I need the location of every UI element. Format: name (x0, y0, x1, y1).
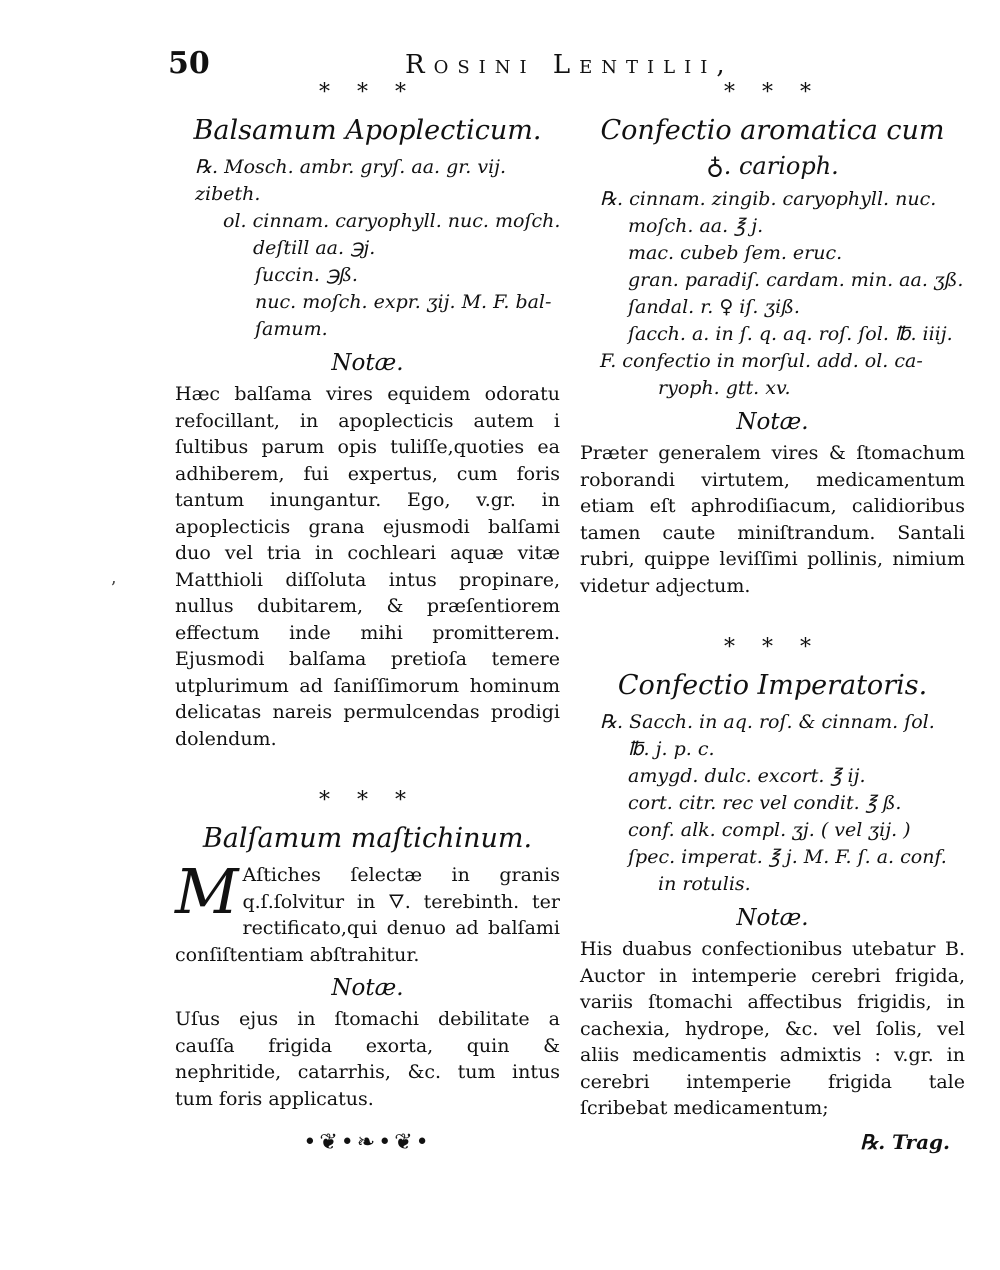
commentary-text: Uſus ejus in ſtomachi debilitate a cauſſa frigida exorta, quin & nephritide, catarrhis, &c. tum intus tum foris applicatus. (175, 1008, 560, 1110)
recipe-line: ℞. cinnam. zingib. caryophyll. nuc. (600, 188, 937, 210)
notae-heading: Notæ. (331, 975, 404, 1001)
recipe-block (580, 709, 965, 898)
section-stars: * * * (319, 788, 416, 813)
notae-heading: Notæ. (331, 350, 404, 376)
recipe-line: ryoph. gtt. xv. (658, 377, 791, 399)
section-title: Confectio Imperatoris. (617, 670, 928, 701)
recipe-line: moſch. aa. ℥ j. (628, 215, 764, 237)
description-paragraph (175, 855, 560, 968)
notae-heading: Notæ. (736, 905, 809, 931)
page-number: 50 (168, 46, 210, 81)
recipe-line: amygd. dulc. excort. ℥ ij. (628, 765, 866, 787)
recipe-line: cort. citr. rec vel condit. ℥ ß. (628, 792, 902, 814)
right-column (580, 80, 965, 1122)
commentary-text: His duabus confectionibus utebatur B. Auctor in intemperie cerebri frigida, variis ſtomachi affectibus frigidis, in cachexia, hydrope, &c. vel ſolis, vel aliis medicamentis admixtis : v.gr. in cerebri intemperie frigida tale ſcribebat medicamentum; (580, 938, 965, 1119)
section-stars: * * * (724, 635, 821, 660)
section-title: Balsamum Apoplecticum. (193, 115, 542, 146)
description-text: Aſtiches ſelectæ in granis q.ſ.ſolvitur in 🜄. terebinth. ter rectificato,qui denuo ad balſami conſiſtentiam abſtrahitur. (175, 864, 560, 966)
section-title: Balſamum maſtichinum. (202, 823, 533, 854)
recipe-line: ℞. Mosch. ambr. gryſ. aa. gr. vij. (195, 156, 507, 178)
drop-capital: M (175, 855, 239, 928)
recipe-line: zibeth. (195, 183, 261, 205)
commentary-text: Hæc balſama vires equidem odoratu refocillant, in apoplecticis autem i ſultibus parum opis tuliſſe,quoties ea adhiberem, fui expertus, cum foris tantum inungantur. Ego, v.gr. in apoplecticis grana ejusmodi balſami duo vel tria in cochleari aquæ vitæ Matthioli diſſoluta intus propinare, nullus dubitarem, & præſentiorem effectum inde mihi promitterem. Ejusmodi balſama pretioſa temere utplurimum ad ſaniſſimorum hominum delicatas nareis permulcendas prodigi dolendum. (175, 383, 560, 750)
recipe-line: conf. alk. compl. ʒj. ( vel ʒij. ) (628, 819, 911, 841)
recipe-line: ol. cinnam. caryophyll. nuc. moſch. (223, 210, 561, 232)
recipe-line: ſacch. a. in ſ. q. aq. roſ. ſol. ℔. iiij. (628, 323, 953, 345)
section-stars: * * * (724, 80, 821, 105)
running-title: Rosini Lentilii, (405, 50, 734, 80)
margin-mark: ʼ (110, 578, 116, 599)
section-subtitle: ♁. carioph. (706, 152, 839, 180)
recipe-line: ſamum. (255, 318, 328, 340)
recipe-line: ſandal. r. ♀ iſ. ʒiß. (628, 296, 800, 318)
recipe-line: ℔. j. p. c. (628, 738, 715, 760)
section-title: Confectio aromatica cum (600, 115, 945, 146)
recipe-block (175, 154, 560, 343)
left-column (175, 80, 560, 1155)
notae-heading: Notæ. (736, 409, 809, 435)
recipe-line: ſuccin. ℈ß. (255, 264, 358, 286)
recipe-line: deſtill aa. ℈j. (253, 237, 376, 259)
recipe-line: nuc. moſch. expr. ʒij. M. F. bal- (255, 291, 552, 313)
recipe-line: in rotulis. (658, 873, 751, 895)
commentary-text: Præter generalem vires & ſtomachum roborandi virtutem, medicamentum etiam eſt aphrodiſiacum, calidioribus tamen caute miniſtrandum. Santali rubri, quippe leviſſimi pollinis, nimium videtur adjectum. (580, 442, 965, 597)
recipe-line: mac. cubeb ſem. eruc. (628, 242, 843, 264)
recipe-line: gran. paradiſ. cardam. min. aa. ʒß. (628, 269, 964, 291)
section-stars: * * * (319, 80, 416, 105)
catchword: ℞. Trag. (860, 1130, 950, 1154)
ornament-fleuron: •❦•❧•❦• (303, 1130, 432, 1155)
recipe-line: ſpec. imperat. ℥ j. M. F. ſ. a. conf. (628, 846, 947, 868)
recipe-block (580, 186, 965, 402)
recipe-line: F. confectio in morſul. add. ol. ca- (600, 350, 923, 372)
recipe-line: ℞. Sacch. in aq. roſ. & cinnam. ſol. (600, 711, 935, 733)
